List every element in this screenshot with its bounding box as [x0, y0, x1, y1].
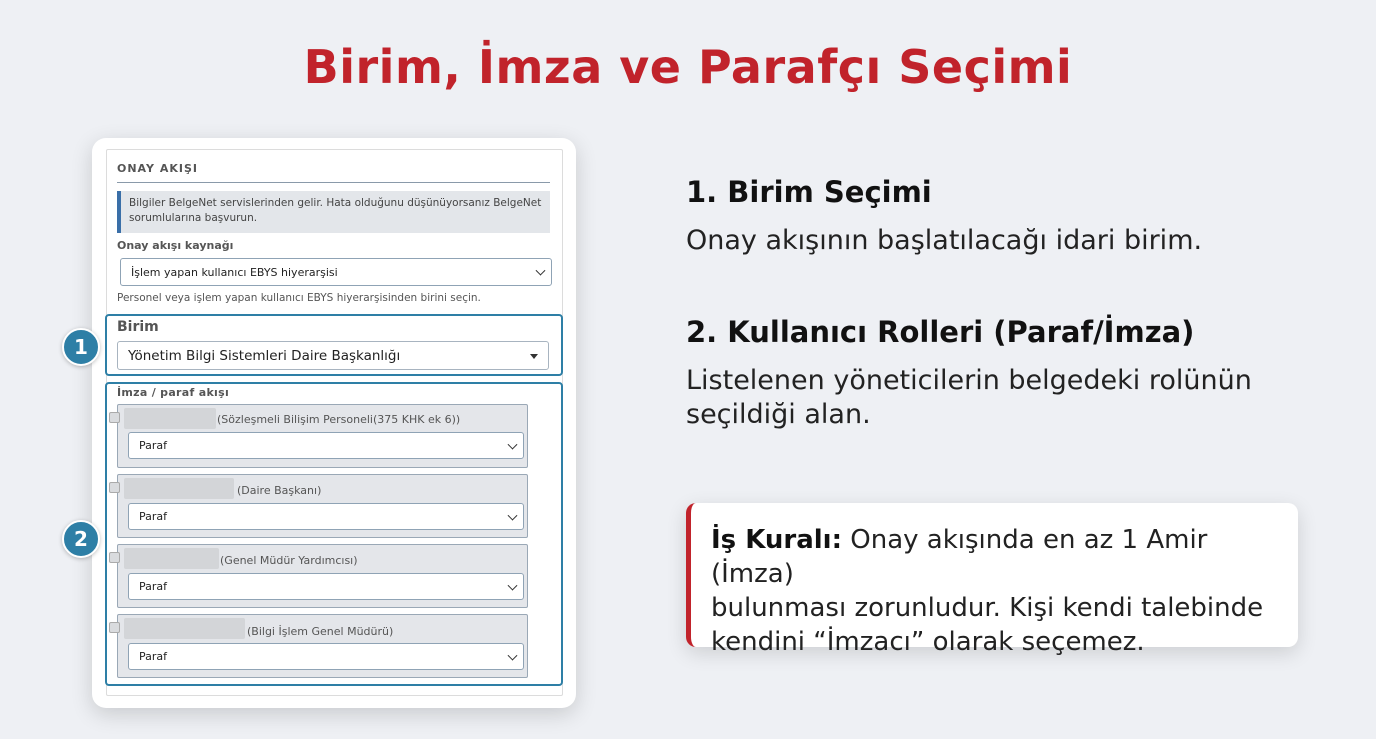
birim-label: Birim — [117, 319, 159, 335]
birim-select-value: Yönetim Bilgi Sistemleri Daire Başkanlığı — [128, 347, 401, 364]
chevron-down-icon — [508, 510, 518, 520]
rule-line2: bulunması zorunludur. Kişi kendi talebinde — [711, 593, 1264, 623]
person-role: (Genel Müdür Yardımcısı) — [220, 554, 358, 567]
step-1-heading: 1. Birim Seçimi — [686, 175, 932, 209]
source-hint: Personel veya işlem yapan kullanıcı EBYS hiyerarşisinden birini seçin. — [117, 292, 481, 304]
source-label: Onay akışı kaynağı — [117, 239, 234, 252]
imza-label: İmza / paraf akışı — [117, 386, 230, 399]
info-box — [117, 191, 550, 233]
business-rule-box — [686, 503, 1298, 657]
step-2-heading: 2. Kullanıcı Rolleri (Paraf/İmza) — [686, 315, 1195, 349]
badge-2: 2 — [62, 520, 100, 558]
chevron-down-icon — [536, 266, 546, 276]
step-1-text: Onay akışının başlatılacağı idari birim. — [686, 225, 1203, 256]
person-checkbox[interactable] — [109, 552, 120, 563]
role-select-value: Paraf — [139, 510, 168, 523]
step-2-text-line1: Listelenen yöneticilerin belgedeki rolünün — [686, 365, 1252, 396]
role-select-value: Paraf — [139, 439, 168, 452]
birim-select[interactable] — [117, 341, 549, 370]
dropdown-arrow-icon — [530, 354, 538, 359]
rule-label: İş Kuralı: — [711, 525, 842, 555]
panel-divider — [117, 182, 550, 183]
person-role: (Daire Başkanı) — [237, 484, 322, 497]
person-checkbox[interactable] — [109, 412, 120, 423]
rule-line1: Onay akışında en az 1 Amir (İmza) — [711, 525, 1208, 589]
redacted-name — [124, 408, 216, 429]
role-select-value: Paraf — [139, 650, 168, 663]
step-2-text-line2: seçildiği alan. — [686, 399, 871, 430]
role-select[interactable] — [128, 573, 524, 600]
info-text-line2: sorumlularına başvurun. — [129, 212, 258, 224]
info-text-line1: Bilgiler BelgeNet servislerinden gelir. Hata olduğunu düşünüyorsanız BelgeNet — [129, 197, 542, 209]
role-select[interactable] — [128, 503, 524, 530]
person-checkbox[interactable] — [109, 482, 120, 493]
source-select-value: İşlem yapan kullanıcı EBYS hiyerarşisi — [131, 265, 338, 279]
person-role: (Bilgi İşlem Genel Müdürü) — [247, 625, 394, 638]
rule-line3: kendini “İmzacı” olarak seçemez. — [711, 627, 1145, 657]
panel-title: ONAY AKIŞI — [117, 162, 198, 175]
redacted-name — [124, 618, 245, 639]
person-role: (Sözleşmeli Bilişim Personeli(375 KHK ek 6)) — [217, 413, 461, 426]
badge-1: 1 — [62, 328, 100, 366]
source-select[interactable] — [120, 258, 552, 286]
person-checkbox[interactable] — [109, 622, 120, 633]
role-select-value: Paraf — [139, 580, 168, 593]
page-title: Birim, İmza ve Parafçı Seçimi — [303, 40, 1073, 94]
chevron-down-icon — [508, 439, 518, 449]
role-select[interactable] — [128, 432, 524, 459]
redacted-name — [124, 548, 219, 569]
chevron-down-icon — [508, 580, 518, 590]
chevron-down-icon — [508, 650, 518, 660]
redacted-name — [124, 478, 234, 499]
role-select[interactable] — [128, 643, 524, 670]
